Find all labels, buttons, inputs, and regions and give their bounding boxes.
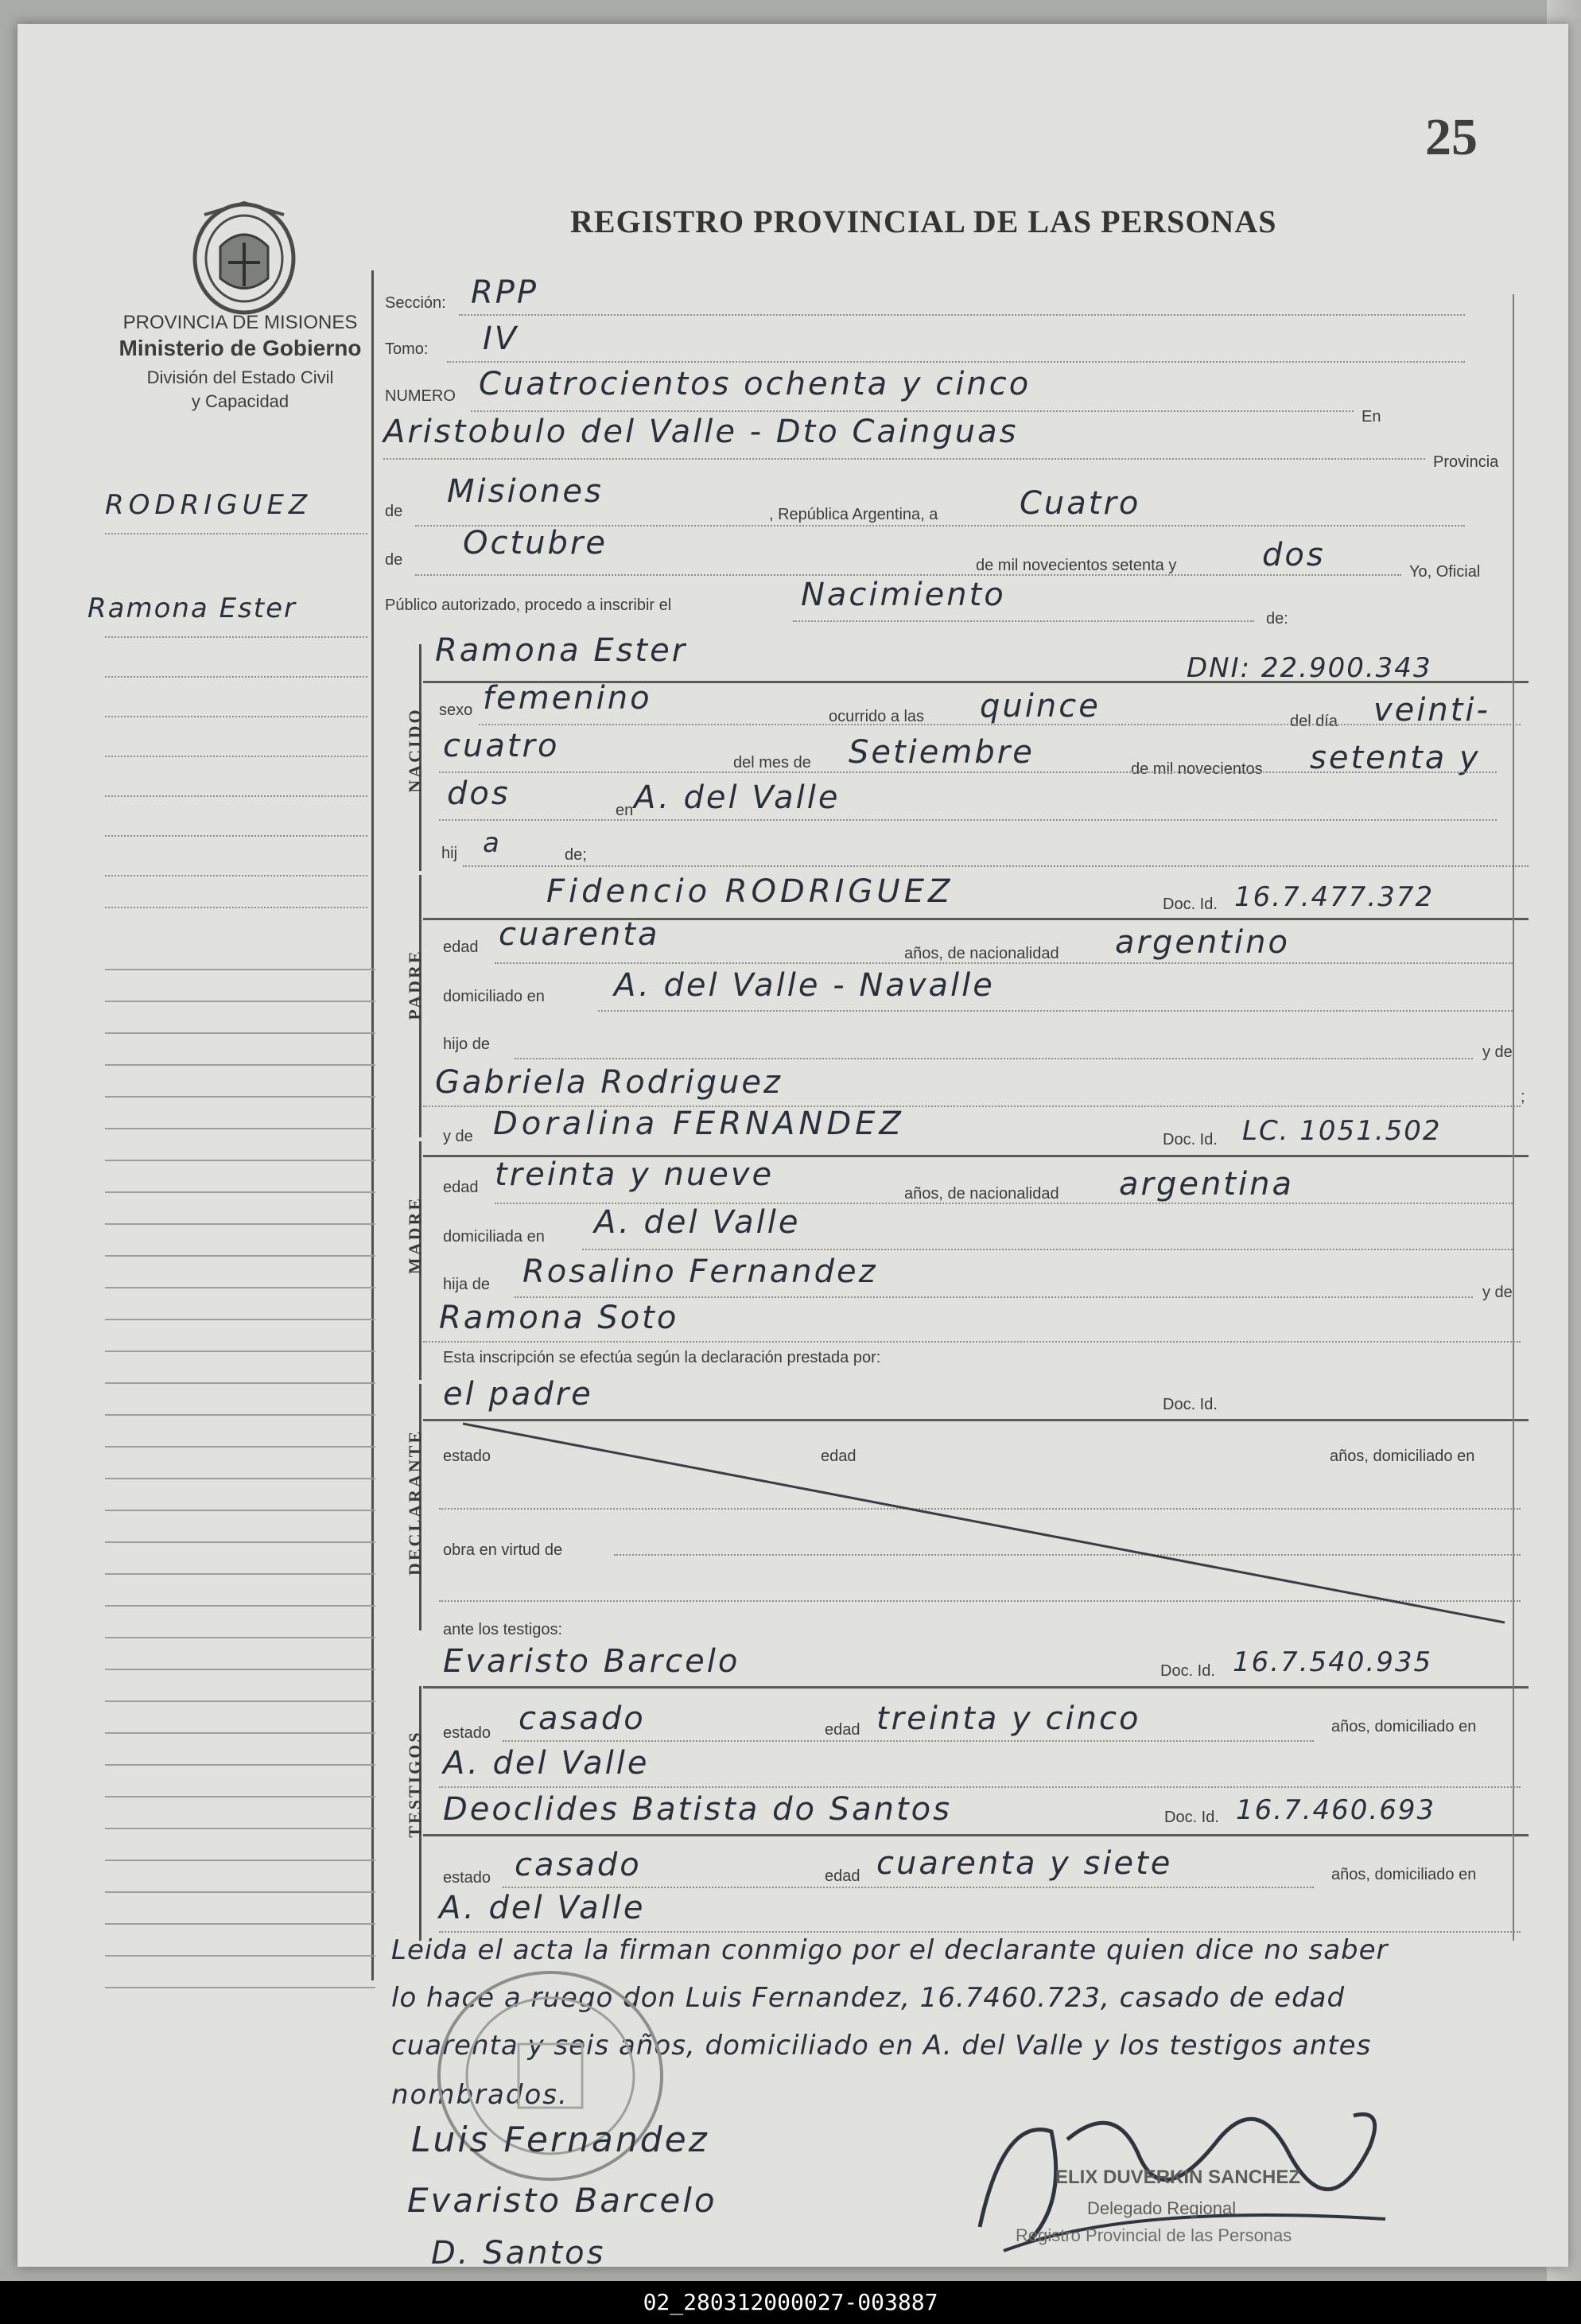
right-border [1513,294,1514,1941]
official-stamp-name: ELIX DUVERKIN SANCHEZ [1055,2167,1301,2188]
seccion-value: RPP [471,274,539,311]
rule [793,620,1254,622]
document-page [17,24,1568,2272]
hora-value: quince [980,688,1101,725]
rule [479,724,1521,725]
rule [439,771,1497,773]
witness2-estado-value: casado [515,1847,642,1883]
rule [471,410,1354,412]
witness2-edad-label: edad [825,1867,860,1885]
margin-rule [105,907,367,908]
republica-label: , República Argentina, a [769,506,938,523]
madre-name-value: Doralina FERNANDEZ [493,1106,905,1142]
sexo-value: femenino [483,680,652,717]
padre-edad-label: edad [443,939,479,956]
padre-doc-value: 16.7.477.372 [1234,881,1435,913]
margin-rule [105,716,367,717]
padre-doc-label: Doc. Id. [1163,896,1218,913]
madre-doc-label: Doc. Id. [1163,1131,1218,1148]
authority-ministry: Ministerio de Gobierno [118,336,362,360]
dia-value-cont: cuatro [443,728,560,764]
padre-y-de-label: y de [1482,1043,1513,1061]
page-number: 25 [1425,108,1478,166]
padre-name-value: Fidencio RODRIGUEZ [546,873,954,910]
witness1-doc-label: Doc. Id. [1160,1662,1215,1680]
rule [582,1249,1513,1250]
witness2-doc-value: 16.7.460.693 [1236,1794,1436,1826]
day-value: Cuatro [1020,485,1141,522]
witness2-name-value: Deoclides Batista do Santos [443,1791,952,1828]
act-value: Nacimiento [801,577,1006,613]
margin-rule [105,835,367,837]
madre-dom-value: A. del Valle [594,1204,801,1241]
tomo-value: IV [483,321,519,357]
year-value: dos [1262,537,1326,573]
witness1-dom-value: A. del Valle [443,1745,650,1782]
place-value: Aristobulo del Valle - Dto Cainguas [383,414,1019,450]
padre-dom-label: domiciliado en [443,988,545,1005]
nacido-name-value: Ramona Ester [435,632,688,669]
witness2-estado-label: estado [443,1869,491,1887]
anio-label: de mil novecientos [1131,760,1263,778]
madre-doc-value: LC. 1051.502 [1242,1115,1442,1147]
authority-capacity: y Capacidad [191,391,289,411]
yo-oficial-label: Yo, Oficial [1409,563,1481,581]
margin-rule [105,636,367,638]
anio-value-cont: dos [447,775,511,812]
hora-label: ocurrido a las [829,708,925,725]
rule [495,962,1513,964]
rule [415,574,1401,576]
margin-rule [105,533,367,534]
signature-luis-fernandez: Luis Fernandez [411,2120,709,2160]
page-title: REGISTRO PROVINCIAL DE LAS PERSONAS [570,204,1277,239]
rule [515,1058,1473,1059]
rule [439,1931,1521,1933]
witness2-dom-value: A. del Valle [439,1890,646,1926]
authority-province: PROVINCIA DE MISIONES [122,312,358,333]
declarante-edad-label: edad [821,1448,857,1465]
declarante-virtud-label: obra en virtud de [443,1541,563,1559]
authority-division: División del Estado Civil [146,367,334,387]
notes-line-3: cuarenta y seis años, domiciliado en A. del Valle y los testigos antes [391,2030,1372,2062]
madre-hija-label: hija de [443,1276,490,1293]
numero-label: NUMERO [385,387,456,405]
testigos-section-label: TESTIGOS [405,1730,425,1838]
hij-value: a [483,827,501,859]
numero-value: Cuatrocientos ochenta y cinco [479,366,1031,402]
padre-edad-value: cuarenta [499,916,660,953]
notes-line-2: lo hace a ruego don Luis Fernandez, 16.7460.723, casado de edad [391,1982,1346,2014]
padre-nac-value: argentino [1115,924,1290,961]
madre-parent1-value: Rosalino Fernandez [522,1253,878,1290]
en-label-nacido: en [616,802,634,819]
margin-rule [105,795,367,797]
padre-section-label: PADRE [405,949,425,1020]
padre-hijo-label: hijo de [443,1036,490,1053]
rule [463,865,1529,867]
de2-label: de [385,551,403,569]
padre-parents-value: Gabriela Rodriguez [435,1064,783,1101]
notes-line-1: Leida el acta la firman conmigo por el declarante quien dice no saber [391,1934,1389,1966]
witness1-anios-label: años, domiciliado en [1331,1718,1477,1735]
madre-section-label: MADRE [405,1195,425,1275]
official-stamp-role: Delegado Regional [1087,2198,1237,2218]
rule [598,1010,1513,1012]
madre-nac-value: argentina [1119,1166,1294,1203]
publico-label: Público autorizado, procedo a inscribir el [385,597,672,614]
mes-value: Setiembre [849,734,1035,771]
province-value: Misiones [447,473,604,510]
de3-label: de: [1266,610,1288,628]
witness1-edad-value: treinta y cinco [876,1700,1141,1737]
witness1-estado-label: estado [443,1724,491,1742]
rule [439,819,1497,821]
witness1-doc-value: 16.7.540.935 [1233,1646,1433,1678]
madre-dom-label: domiciliada en [443,1228,545,1246]
provincia-label: Provincia [1433,453,1499,471]
dia-value: veinti- [1373,692,1490,729]
margin-rule [105,676,367,678]
rule [439,1786,1521,1788]
mes-label: del mes de [733,754,811,771]
rule [503,1887,1314,1888]
de-semicolon-label: de; [565,846,587,864]
signature-d-santos: D. Santos [431,2235,606,2272]
de-label: de [385,503,403,520]
declarante-section-label: DECLARANTE [405,1428,425,1576]
margin-rule [105,875,367,876]
madre-edad-value: treinta y nueve [495,1156,775,1193]
sexo-label: sexo [439,701,473,719]
tomo-label: Tomo: [385,340,429,358]
rule [423,1686,1529,1689]
witness1-estado-value: casado [519,1700,646,1737]
witness1-name-value: Evaristo Barcelo [443,1643,740,1680]
madre-nac-label: años, de nacionalidad [904,1185,1059,1203]
nacido-section-label: NACIDO [405,707,425,793]
madre-y-de2-label: y de [1482,1284,1513,1301]
rule [503,1740,1314,1742]
hij-label: hij [441,845,458,862]
signature-evaristo-barcelo: Evaristo Barcelo [407,2181,717,2220]
margin-ruled-area [105,939,375,1988]
seccion-label: Sección: [385,294,446,312]
margin-surname: RODRIGUEZ [105,489,313,521]
declarante-intro-label: Esta inscripción se efectúa según la declaración prestada por: [443,1349,881,1366]
en-value-nacido: A. del Valle [634,779,841,816]
declarante-estado-label: estado [443,1448,491,1465]
month-value: Octubre [463,525,608,562]
witness2-doc-label: Doc. Id. [1164,1809,1219,1826]
image-code-bar [0,2281,1581,2324]
declarante-name-value: el padre [443,1376,593,1413]
testigos-intro-label: ante los testigos: [443,1621,563,1638]
madre-edad-label: edad [443,1179,479,1196]
declarante-anios-label: años, domiciliado en [1330,1448,1475,1465]
padre-dom-value: A. del Valle - Navalle [614,967,995,1004]
year-label: de mil novecientos setenta y [976,557,1177,574]
image-code: 02_280312000027-003887 [643,2289,938,2315]
witness1-edad-label: edad [825,1721,860,1739]
madre-parent2-value: Ramona Soto [439,1300,679,1336]
margin-rule [105,756,367,757]
rule [515,1296,1473,1298]
rule [423,1834,1529,1836]
padre-nac-label: años, de nacionalidad [904,945,1059,962]
anio-value: setenta y [1310,740,1481,776]
notes-line-4: nombrados. [391,2079,569,2111]
cancel-stroke [463,1408,1521,1638]
witness2-anios-label: años, domiciliado en [1331,1866,1477,1883]
rule [459,314,1465,316]
margin-given-names: Ramona Ester [87,593,297,624]
madre-y-de-label: y de [443,1128,473,1145]
en-label: En [1362,408,1381,426]
rule [447,361,1465,363]
padre-semicolon: ; [1521,1088,1525,1106]
official-stamp-org: Registro Provincial de las Personas [1016,2225,1292,2245]
nacido-dni-value: DNI: 22.900.343 [1187,652,1432,684]
rule [383,458,1425,460]
coat-of-arms-icon [181,199,308,318]
witness2-edad-value: cuarenta y siete [876,1845,1173,1882]
declarante-doc-label: Doc. Id. [1163,1396,1218,1413]
dia-label: del día [1290,713,1338,730]
rule [423,1341,1521,1343]
